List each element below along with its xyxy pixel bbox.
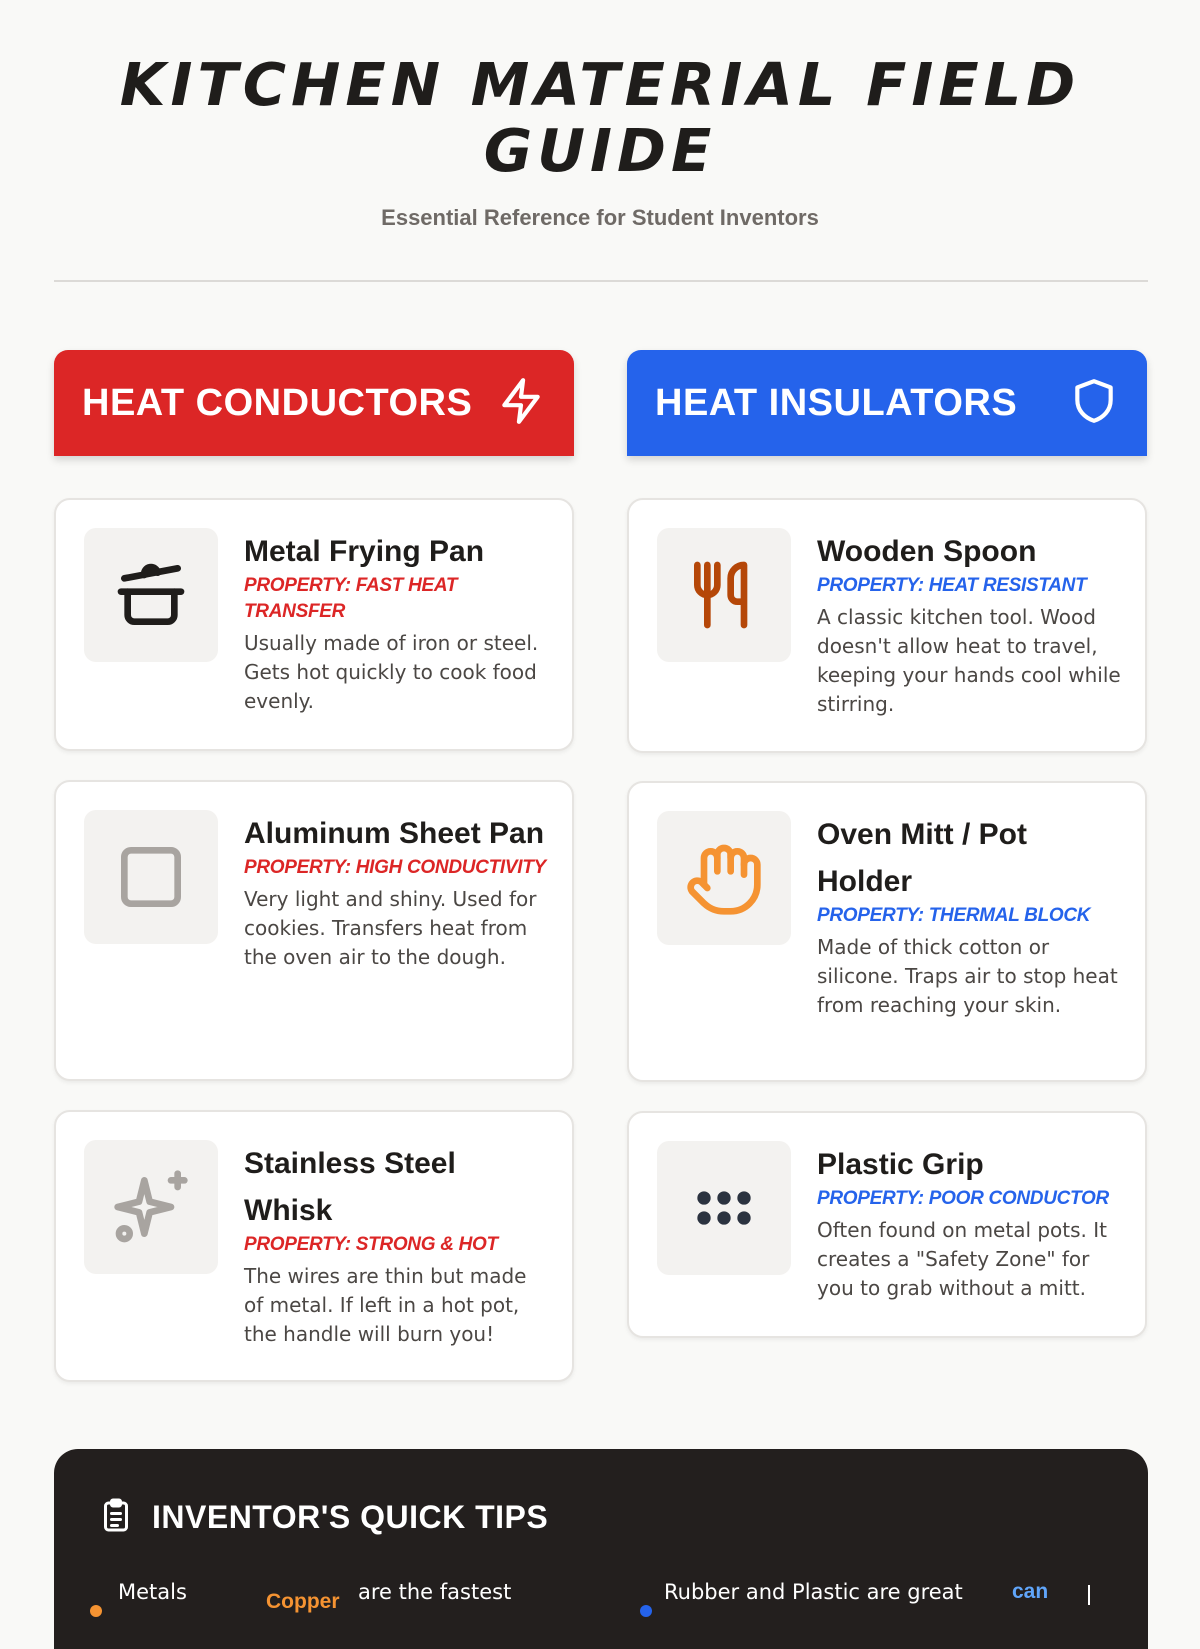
material-card-metal-frying-pan: [54, 498, 574, 751]
material-card-plastic-grip: [627, 1111, 1147, 1338]
clipboard-icon: [98, 1497, 134, 1537]
material-description: The wires are thin but made of metal. If left in a hot pot, the handle will burn you!: [244, 1264, 527, 1346]
material-name: Wooden Spoon: [817, 535, 1037, 568]
material-card-aluminum-sheet-pan: [54, 780, 574, 1081]
page-title: KITCHEN MATERIAL FIELD GUIDE: [119, 50, 1081, 185]
material-description: Made of thick cotton or silicone. Traps air to stop heat from reaching your skin.: [817, 935, 1118, 1017]
material-description: Very light and shiny. Used for cookies. Transfers heat from the oven air to the dough.: [244, 887, 537, 969]
grip-dots-icon: [657, 1141, 791, 1275]
insulators-header: [627, 350, 1147, 456]
cooking-pot-icon: [84, 528, 218, 662]
material-name: Aluminum Sheet Pan: [244, 817, 545, 850]
material-property: PROPERTY: STRONG & HOT: [244, 1234, 498, 1255]
material-name: Metal Frying Pan: [244, 535, 485, 568]
material-card-wooden-spoon: [627, 498, 1147, 753]
sparkle-icon: [84, 1140, 218, 1274]
hand-icon: [657, 811, 791, 945]
material-card-stainless-steel-whisk: [54, 1110, 574, 1382]
quick-tips-title: INVENTOR'S QUICK TIPS: [98, 1497, 548, 1537]
quick-tips-panel: INVENTOR'S QUICK TIPS Metals Copper are the fastest Rubber and Plastic are great can: [54, 1449, 1148, 1649]
material-description: A classic kitchen tool. Wood doesn't allow heat to travel, keeping your hands cool while stirring.: [817, 605, 1121, 716]
material-description: Often found on metal pots. It creates a "Safety Zone" for you to grab without a mitt.: [817, 1218, 1108, 1300]
tip-bullet: [640, 1605, 652, 1617]
material-property: PROPERTY: THERMAL BLOCK: [817, 905, 1091, 926]
material-property: PROPERTY: FAST HEAT TRANSFER: [244, 575, 458, 622]
insulators-header-label: HEAT INSULATORS: [655, 381, 1018, 424]
material-property: PROPERTY: HEAT RESISTANT: [817, 575, 1087, 596]
material-name: Plastic Grip: [817, 1148, 984, 1181]
conductors-header: [54, 350, 574, 456]
square-icon: [84, 810, 218, 944]
material-name: Stainless Steel Whisk: [244, 1147, 456, 1227]
material-property: PROPERTY: POOR CONDUCTOR: [817, 1188, 1109, 1209]
lightning-icon: [496, 376, 546, 430]
tip-bullet: [90, 1605, 102, 1617]
material-description: Usually made of iron or steel. Gets hot quickly to cook food evenly.: [244, 631, 539, 713]
material-property: PROPERTY: HIGH CONDUCTIVITY: [244, 857, 546, 878]
divider: [54, 280, 1148, 282]
page-subtitle: Essential Reference for Student Inventors: [381, 205, 819, 230]
tip-line-marker: [1088, 1585, 1090, 1605]
material-name: Oven Mitt / Pot Holder: [817, 818, 1027, 898]
material-card-oven-mitt: [627, 781, 1147, 1082]
utensils-icon: [657, 528, 791, 662]
conductors-header-label: HEAT CONDUCTORS: [82, 381, 473, 424]
shield-icon: [1069, 376, 1119, 430]
